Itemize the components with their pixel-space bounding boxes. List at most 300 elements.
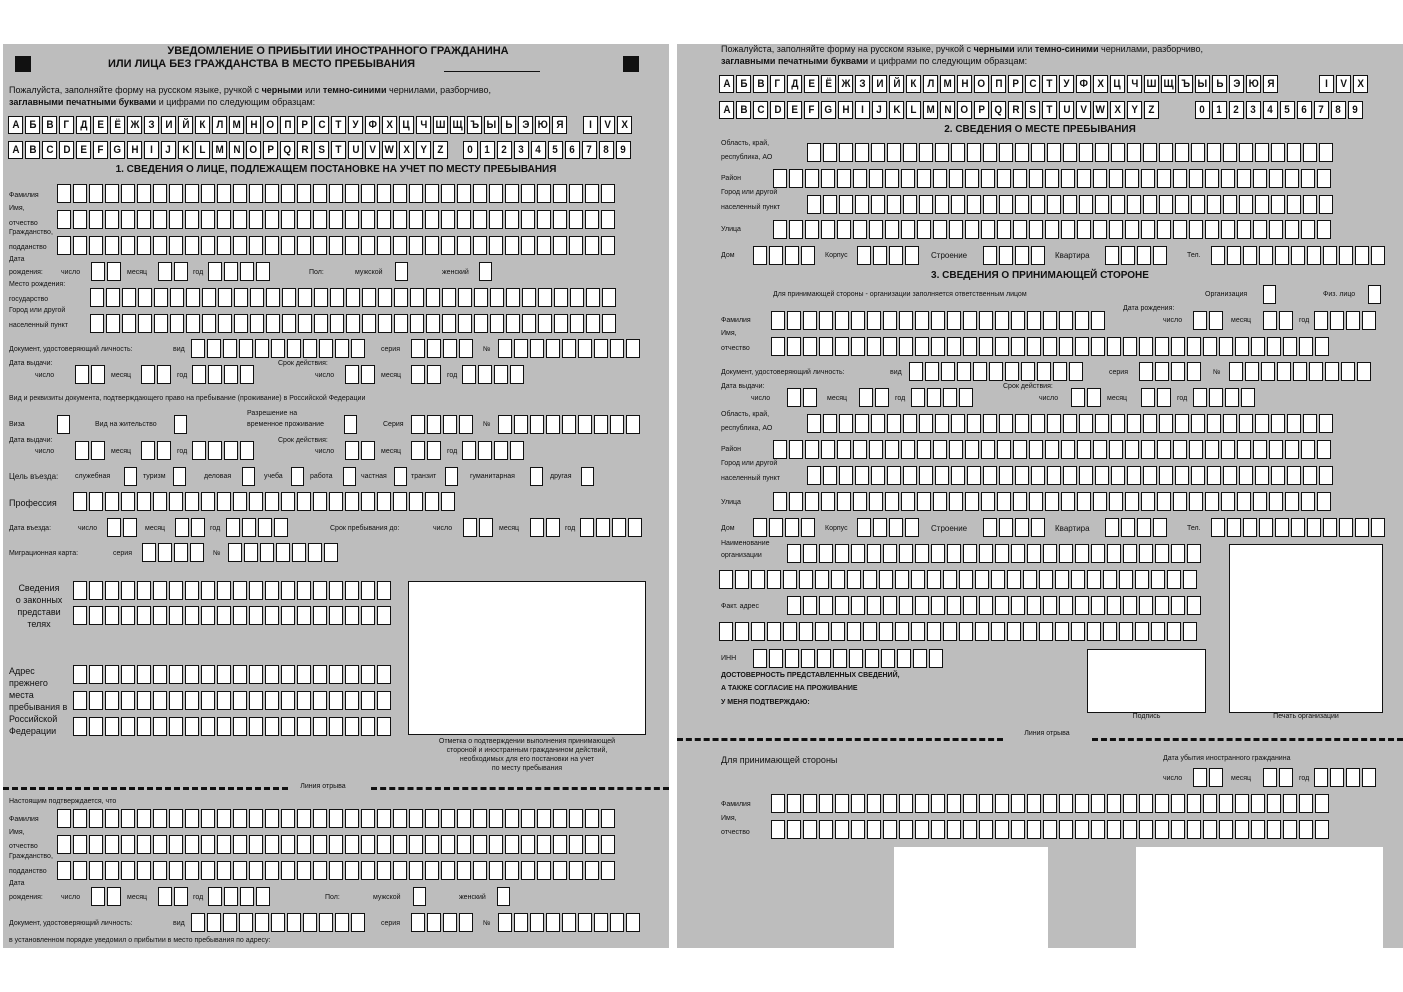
letter-cell[interactable] [1143, 466, 1157, 485]
letter-cell[interactable] [521, 236, 535, 255]
letter-cell[interactable] [601, 184, 615, 203]
letter-cell[interactable] [1314, 768, 1328, 787]
letter-cell[interactable] [158, 262, 172, 281]
letter-cell[interactable] [457, 835, 471, 854]
letter-cell[interactable] [983, 518, 997, 537]
letter-cell[interactable] [1015, 246, 1029, 265]
stay-street-field[interactable] [773, 220, 1333, 239]
letter-cell[interactable] [851, 820, 865, 839]
letter-cell[interactable] [249, 809, 263, 828]
letter-cell[interactable] [1314, 311, 1328, 330]
letter-cell[interactable] [1107, 337, 1121, 356]
letter-cell[interactable] [462, 365, 476, 384]
letter-cell[interactable] [1071, 388, 1085, 407]
letter-cell[interactable] [490, 288, 504, 307]
letter-cell[interactable] [1183, 570, 1197, 589]
letter-cell[interactable] [975, 570, 989, 589]
letter-cell[interactable] [554, 314, 568, 333]
letter-cell[interactable] [345, 581, 359, 600]
letter-cell[interactable] [989, 362, 1003, 381]
letter-cell[interactable] [1219, 794, 1233, 813]
letter-cell[interactable] [335, 913, 349, 932]
letter-cell[interactable] [282, 314, 296, 333]
letter-cell[interactable] [510, 441, 524, 460]
letter-cell[interactable] [1039, 570, 1053, 589]
letter-cell[interactable] [1187, 596, 1201, 615]
letter-cell[interactable] [330, 314, 344, 333]
letter-cell[interactable] [805, 440, 819, 459]
letter-cell[interactable] [1323, 518, 1337, 537]
letter-cell[interactable] [186, 314, 200, 333]
letter-cell[interactable] [427, 339, 441, 358]
prev-address-field-2[interactable] [73, 691, 393, 710]
letter-cell[interactable] [981, 440, 995, 459]
letter-cell[interactable] [393, 210, 407, 229]
letter-cell[interactable] [427, 415, 441, 434]
letter-cell[interactable] [1371, 246, 1385, 265]
letter-cell[interactable] [1175, 143, 1189, 162]
letter-cell[interactable] [89, 581, 103, 600]
letter-cell[interactable] [999, 195, 1013, 214]
letter-cell[interactable] [1315, 794, 1329, 813]
letter-cell[interactable] [1167, 570, 1181, 589]
letter-cell[interactable] [1043, 596, 1057, 615]
letter-cell[interactable] [73, 665, 87, 684]
letter-cell[interactable] [377, 691, 391, 710]
letter-cell[interactable] [233, 236, 247, 255]
letter-cell[interactable] [303, 339, 317, 358]
letter-cell[interactable] [997, 220, 1011, 239]
letter-cell[interactable] [329, 691, 343, 710]
letter-cell[interactable] [991, 622, 1005, 641]
letter-cell[interactable] [1271, 466, 1285, 485]
letter-cell[interactable] [801, 649, 815, 668]
letter-cell[interactable] [835, 596, 849, 615]
letter-cell[interactable] [530, 339, 544, 358]
letter-cell[interactable] [851, 596, 865, 615]
letter-cell[interactable] [91, 365, 105, 384]
letter-cell[interactable] [979, 820, 993, 839]
letter-cell[interactable] [1011, 820, 1025, 839]
letter-cell[interactable] [329, 210, 343, 229]
letter-cell[interactable] [249, 606, 263, 625]
profession-field[interactable] [73, 492, 457, 511]
letter-cell[interactable] [479, 262, 492, 281]
letter-cell[interactable] [785, 649, 799, 668]
letter-cell[interactable] [1271, 143, 1285, 162]
stub-id-kind-field[interactable] [191, 913, 367, 932]
letter-cell[interactable] [1285, 492, 1299, 511]
letter-cell[interactable] [169, 809, 183, 828]
letter-cell[interactable] [281, 717, 295, 736]
letter-cell[interactable] [919, 414, 933, 433]
letter-cell[interactable] [1031, 246, 1045, 265]
letter-cell[interactable] [719, 622, 733, 641]
letter-cell[interactable] [1063, 466, 1077, 485]
letter-cell[interactable] [1109, 440, 1123, 459]
letter-cell[interactable] [190, 543, 204, 562]
letter-cell[interactable] [514, 913, 528, 932]
stay-district-field[interactable] [773, 169, 1333, 188]
letter-cell[interactable] [869, 440, 883, 459]
letter-cell[interactable] [546, 518, 560, 537]
letter-cell[interactable] [276, 543, 290, 562]
letter-cell[interactable] [153, 581, 167, 600]
letter-cell[interactable] [1279, 768, 1293, 787]
letter-cell[interactable] [947, 337, 961, 356]
letter-cell[interactable] [185, 210, 199, 229]
letter-cell[interactable] [1093, 220, 1107, 239]
letter-cell[interactable] [287, 339, 301, 358]
letter-cell[interactable] [899, 820, 913, 839]
letter-cell[interactable] [377, 717, 391, 736]
letter-cell[interactable] [612, 518, 626, 537]
birth-year-field[interactable] [208, 262, 272, 281]
letter-cell[interactable] [192, 441, 206, 460]
letter-cell[interactable] [1091, 596, 1105, 615]
letter-cell[interactable] [521, 861, 535, 880]
issue-year-field[interactable] [192, 365, 256, 384]
letter-cell[interactable] [879, 622, 893, 641]
letter-cell[interactable] [1173, 220, 1187, 239]
letter-cell[interactable] [377, 492, 391, 511]
letter-cell[interactable] [931, 596, 945, 615]
letter-cell[interactable] [1015, 143, 1029, 162]
letter-cell[interactable] [853, 440, 867, 459]
letter-cell[interactable] [1159, 195, 1173, 214]
entry-month-field[interactable] [175, 518, 207, 537]
letter-cell[interactable] [1021, 362, 1035, 381]
letter-cell[interactable] [819, 794, 833, 813]
letter-cell[interactable] [855, 143, 869, 162]
letter-cell[interactable] [947, 820, 961, 839]
letter-cell[interactable] [787, 596, 801, 615]
letter-cell[interactable] [89, 665, 103, 684]
letter-cell[interactable] [1211, 518, 1225, 537]
letter-cell[interactable] [1237, 492, 1251, 511]
letter-cell[interactable] [1330, 311, 1344, 330]
letter-cell[interactable] [105, 184, 119, 203]
letter-cell[interactable] [393, 236, 407, 255]
letter-cell[interactable] [91, 887, 105, 906]
letter-cell[interactable] [329, 861, 343, 880]
letter-cell[interactable] [473, 184, 487, 203]
letter-cell[interactable] [191, 518, 205, 537]
letter-cell[interactable] [1205, 169, 1219, 188]
letter-cell[interactable] [767, 570, 781, 589]
letter-cell[interactable] [201, 236, 215, 255]
departure-day-field[interactable] [1193, 768, 1225, 787]
letter-cell[interactable] [410, 288, 424, 307]
letter-cell[interactable] [1301, 440, 1315, 459]
letter-cell[interactable] [785, 518, 799, 537]
letter-cell[interactable] [489, 184, 503, 203]
letter-cell[interactable] [803, 820, 817, 839]
letter-cell[interactable] [839, 414, 853, 433]
letter-cell[interactable] [1005, 362, 1019, 381]
letter-cell[interactable] [1223, 143, 1237, 162]
letter-cell[interactable] [489, 210, 503, 229]
stub-surname-field[interactable] [57, 809, 617, 828]
letter-cell[interactable] [1079, 195, 1093, 214]
letter-cell[interactable] [1093, 492, 1107, 511]
letter-cell[interactable] [1095, 414, 1109, 433]
letter-cell[interactable] [105, 665, 119, 684]
letter-cell[interactable] [1209, 388, 1223, 407]
letter-cell[interactable] [265, 236, 279, 255]
birth-city-field[interactable] [90, 314, 618, 333]
letter-cell[interactable] [569, 835, 583, 854]
letter-cell[interactable] [1013, 220, 1027, 239]
letter-cell[interactable] [458, 288, 472, 307]
letter-cell[interactable] [297, 861, 311, 880]
letter-cell[interactable] [1205, 440, 1219, 459]
letter-cell[interactable] [915, 311, 929, 330]
letter-cell[interactable] [1157, 169, 1171, 188]
letter-cell[interactable] [863, 622, 877, 641]
letter-cell[interactable] [73, 717, 87, 736]
letter-cell[interactable] [265, 835, 279, 854]
letter-cell[interactable] [839, 195, 853, 214]
letter-cell[interactable] [581, 467, 594, 486]
letter-cell[interactable] [1079, 414, 1093, 433]
letter-cell[interactable] [602, 288, 616, 307]
letter-cell[interactable] [1283, 337, 1297, 356]
letter-cell[interactable] [1059, 544, 1073, 563]
letter-cell[interactable] [951, 414, 965, 433]
letter-cell[interactable] [121, 492, 135, 511]
letter-cell[interactable] [851, 794, 865, 813]
letter-cell[interactable] [867, 794, 881, 813]
letter-cell[interactable] [925, 362, 939, 381]
letter-cell[interactable] [1153, 246, 1167, 265]
letter-cell[interactable] [1159, 466, 1173, 485]
letter-cell[interactable] [867, 596, 881, 615]
letter-cell[interactable] [585, 809, 599, 828]
host-surname-field[interactable] [771, 311, 1107, 330]
letter-cell[interactable] [911, 622, 925, 641]
letter-cell[interactable] [867, 337, 881, 356]
letter-cell[interactable] [121, 236, 135, 255]
stay-month-field[interactable] [530, 518, 562, 537]
letter-cell[interactable] [1259, 246, 1273, 265]
letter-cell[interactable] [1093, 169, 1107, 188]
letter-cell[interactable] [933, 220, 947, 239]
letter-cell[interactable] [1303, 466, 1317, 485]
letter-cell[interactable] [174, 415, 187, 434]
letter-cell[interactable] [169, 236, 183, 255]
letter-cell[interactable] [803, 596, 817, 615]
letter-cell[interactable] [427, 913, 441, 932]
letter-cell[interactable] [1237, 440, 1251, 459]
letter-cell[interactable] [943, 622, 957, 641]
letter-cell[interactable] [208, 887, 222, 906]
letter-cell[interactable] [1229, 362, 1243, 381]
letter-cell[interactable] [137, 236, 151, 255]
letter-cell[interactable] [1159, 143, 1173, 162]
signature-box[interactable] [1087, 649, 1206, 713]
letter-cell[interactable] [915, 794, 929, 813]
letter-cell[interactable] [297, 184, 311, 203]
letter-cell[interactable] [1107, 596, 1121, 615]
letter-cell[interactable] [997, 440, 1011, 459]
letter-cell[interactable] [57, 861, 71, 880]
letter-cell[interactable] [137, 184, 151, 203]
right-issue-year-field[interactable] [192, 441, 256, 460]
letter-cell[interactable] [1013, 492, 1027, 511]
letter-cell[interactable] [89, 861, 103, 880]
letter-cell[interactable] [1069, 362, 1083, 381]
letter-cell[interactable] [789, 169, 803, 188]
stub-citizenship-field[interactable] [57, 861, 617, 880]
issue-day-field[interactable] [75, 365, 107, 384]
host-region-field[interactable] [807, 414, 1335, 433]
letter-cell[interactable] [833, 649, 847, 668]
letter-cell[interactable] [610, 913, 624, 932]
stub-birth-day-field[interactable] [91, 887, 123, 906]
letter-cell[interactable] [1346, 311, 1360, 330]
letter-cell[interactable] [377, 809, 391, 828]
letter-cell[interactable] [1139, 544, 1153, 563]
letter-cell[interactable] [378, 314, 392, 333]
letter-cell[interactable] [981, 169, 995, 188]
letter-cell[interactable] [1123, 794, 1137, 813]
entry-day-field[interactable] [107, 518, 139, 537]
letter-cell[interactable] [1175, 466, 1189, 485]
letter-cell[interactable] [170, 314, 184, 333]
letter-cell[interactable] [1087, 622, 1101, 641]
letter-cell[interactable] [799, 570, 813, 589]
letter-cell[interactable] [935, 414, 949, 433]
letter-cell[interactable] [585, 210, 599, 229]
letter-cell[interactable] [903, 195, 917, 214]
letter-cell[interactable] [153, 691, 167, 710]
letter-cell[interactable] [1319, 195, 1333, 214]
letter-cell[interactable] [57, 415, 70, 434]
letter-cell[interactable] [803, 311, 817, 330]
letter-cell[interactable] [57, 809, 71, 828]
letter-cell[interactable] [266, 314, 280, 333]
letter-cell[interactable] [153, 236, 167, 255]
letter-cell[interactable] [1205, 492, 1219, 511]
letter-cell[interactable] [857, 518, 871, 537]
letter-cell[interactable] [1287, 414, 1301, 433]
letter-cell[interactable] [217, 665, 231, 684]
letter-cell[interactable] [153, 210, 167, 229]
letter-cell[interactable] [1287, 195, 1301, 214]
letter-cell[interactable] [965, 440, 979, 459]
letter-cell[interactable] [271, 339, 285, 358]
letter-cell[interactable] [1043, 337, 1057, 356]
letter-cell[interactable] [821, 440, 835, 459]
letter-cell[interactable] [170, 288, 184, 307]
letter-cell[interactable] [1279, 311, 1293, 330]
letter-cell[interactable] [869, 169, 883, 188]
letter-cell[interactable] [1037, 362, 1051, 381]
letter-cell[interactable] [1255, 195, 1269, 214]
letter-cell[interactable] [201, 691, 215, 710]
letter-cell[interactable] [281, 492, 295, 511]
letter-cell[interactable] [89, 809, 103, 828]
letter-cell[interactable] [983, 195, 997, 214]
letter-cell[interactable] [1239, 143, 1253, 162]
purpose-private-checkbox[interactable] [394, 467, 409, 486]
letter-cell[interactable] [1269, 169, 1283, 188]
letter-cell[interactable] [963, 596, 977, 615]
letter-cell[interactable] [1077, 440, 1091, 459]
letter-cell[interactable] [933, 169, 947, 188]
letter-cell[interactable] [887, 466, 901, 485]
letter-cell[interactable] [1309, 362, 1323, 381]
letter-cell[interactable] [594, 339, 608, 358]
letter-cell[interactable] [425, 835, 439, 854]
letter-cell[interactable] [1023, 622, 1037, 641]
letter-cell[interactable] [443, 339, 457, 358]
letter-cell[interactable] [585, 861, 599, 880]
letter-cell[interactable] [313, 835, 327, 854]
letter-cell[interactable] [1253, 169, 1267, 188]
letter-cell[interactable] [265, 691, 279, 710]
letter-cell[interactable] [265, 581, 279, 600]
letter-cell[interactable] [867, 544, 881, 563]
letter-cell[interactable] [121, 717, 135, 736]
letter-cell[interactable] [57, 236, 71, 255]
letter-cell[interactable] [1219, 820, 1233, 839]
letter-cell[interactable] [90, 314, 104, 333]
letter-cell[interactable] [801, 246, 815, 265]
letter-cell[interactable] [1255, 414, 1269, 433]
letter-cell[interactable] [297, 236, 311, 255]
letter-cell[interactable] [362, 288, 376, 307]
host-birth-day-field[interactable] [1193, 311, 1225, 330]
stay-house-field[interactable] [753, 246, 817, 265]
letter-cell[interactable] [105, 606, 119, 625]
letter-cell[interactable] [1223, 195, 1237, 214]
letter-cell[interactable] [751, 570, 765, 589]
letter-cell[interactable] [601, 210, 615, 229]
letter-cell[interactable] [297, 835, 311, 854]
letter-cell[interactable] [361, 441, 375, 460]
letter-cell[interactable] [345, 717, 359, 736]
letter-cell[interactable] [105, 581, 119, 600]
letter-cell[interactable] [1175, 195, 1189, 214]
letter-cell[interactable] [1283, 794, 1297, 813]
letter-cell[interactable] [931, 544, 945, 563]
letter-cell[interactable] [999, 414, 1013, 433]
letter-cell[interactable] [1087, 570, 1101, 589]
letter-cell[interactable] [537, 236, 551, 255]
letter-cell[interactable] [185, 861, 199, 880]
letter-cell[interactable] [260, 543, 274, 562]
letter-cell[interactable] [1243, 246, 1257, 265]
letter-cell[interactable] [1061, 169, 1075, 188]
letter-cell[interactable] [1111, 143, 1125, 162]
letter-cell[interactable] [313, 210, 327, 229]
host-house-field[interactable] [753, 518, 817, 537]
letter-cell[interactable] [1023, 570, 1037, 589]
letter-cell[interactable] [1191, 143, 1205, 162]
letter-cell[interactable] [281, 581, 295, 600]
letter-cell[interactable] [1111, 195, 1125, 214]
letter-cell[interactable] [819, 544, 833, 563]
letter-cell[interactable] [931, 794, 945, 813]
letter-cell[interactable] [821, 169, 835, 188]
letter-cell[interactable] [1039, 622, 1053, 641]
id-doc-kind-field[interactable] [191, 339, 367, 358]
letter-cell[interactable] [1027, 544, 1041, 563]
letter-cell[interactable] [1221, 169, 1235, 188]
letter-cell[interactable] [1173, 169, 1187, 188]
